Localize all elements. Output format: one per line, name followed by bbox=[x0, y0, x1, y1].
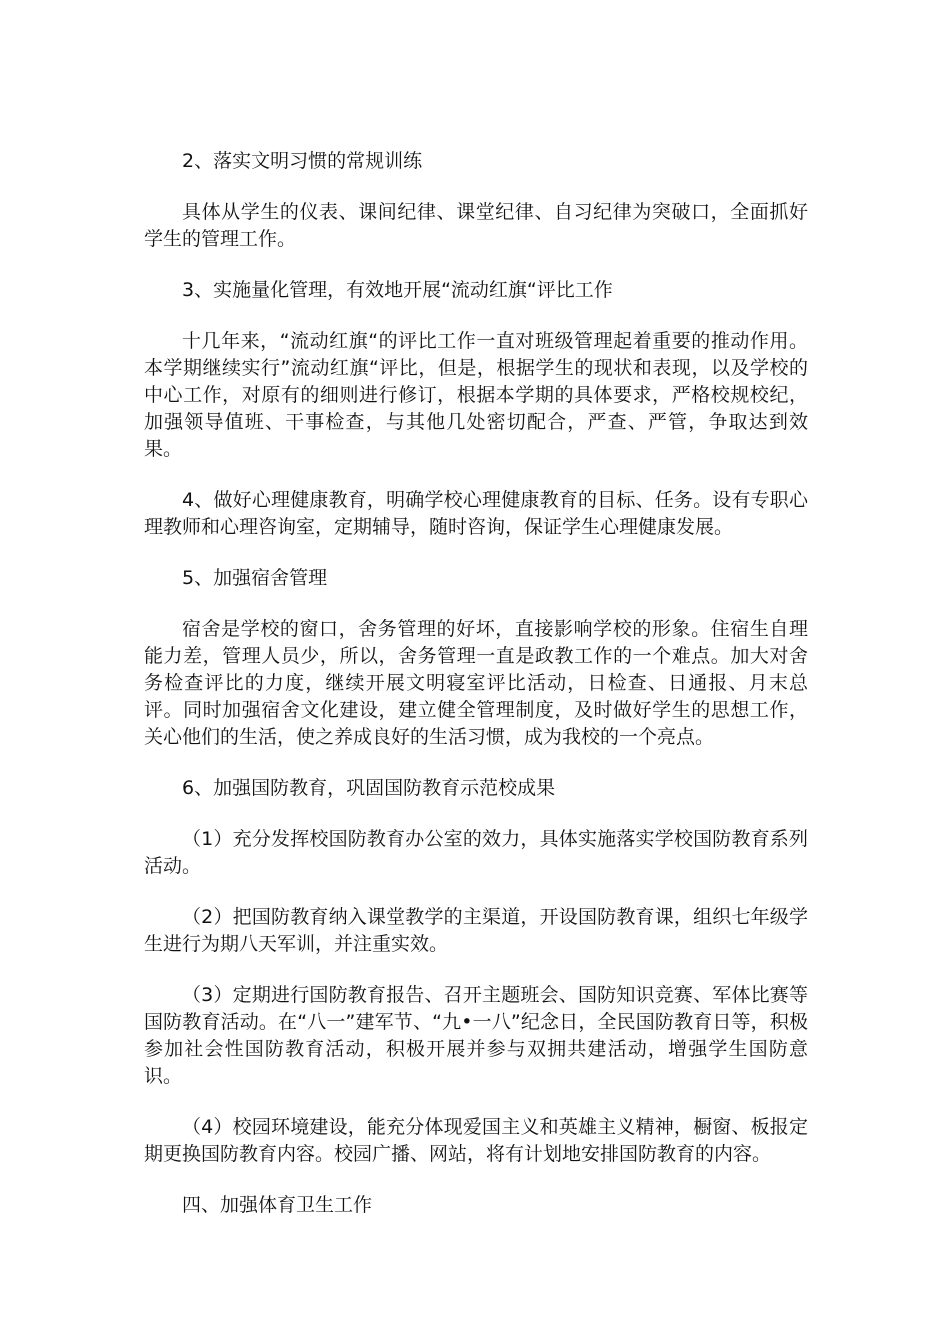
list-item-defense-1: （1）充分发挥校国防教育办公室的效力，具体实施落实学校国防教育系列活动。 bbox=[144, 828, 808, 877]
paragraph-dormitory-management: 宿舍是学校的窗口，舍务管理的好坏，直接影响学校的形象。住宿生自理能力差，管理人员少，所以，舍务管理一直是政教工作的一个难点。加大对舍务检查评比的力度，继续开展文明寝室评比活动，日检查、日通报、月末总评。同时加强宿舍文化建设，建立健全管理制度，及时做好学生的思想工作，关心他们的生活，使之养成良好的生活习惯，成为我校的一个亮点。 bbox=[144, 618, 808, 748]
document-body bbox=[144, 148, 808, 1243]
list-item-defense-4: （4）校园环境建设，能充分体现爱国主义和英雄主义精神，橱窗、板报定期更换国防教育内容。校园广播、网站，将有计划地安排国防教育的内容。 bbox=[144, 1116, 808, 1165]
list-item-defense-3: （3）定期进行国防教育报告、召开主题班会、国防知识竞赛、军体比赛等国防教育活动。在“八一”建军节、“九•一八”纪念日，全民国防教育日等，积极参加社会性国防教育活动，积极开展并参与双拥共建活动，增强学生国防意识。 bbox=[144, 984, 808, 1087]
paragraph-red-flag-evaluation: 十几年来，“流动红旗“的评比工作一直对班级管理起着重要的推动作用。本学期继续实行”流动红旗“评比，但是，根据学生的现状和表现，以及学校的中心工作，对原有的细则进行修订，根据本学期的具体要求，严格校规校纪，加强领导值班、干事检查，与其他几处密切配合，严查、严管，争取达到效果。 bbox=[144, 330, 808, 460]
section-heading-four: 四、加强体育卫生工作 bbox=[182, 1194, 373, 1216]
list-item-defense-2: （2）把国防教育纳入课堂教学的主渠道，开设国防教育课，组织七年级学生进行为期八天军训，并注重实效。 bbox=[144, 906, 808, 955]
section-heading-6: 6、加强国防教育，巩固国防教育示范校成果 bbox=[182, 777, 556, 799]
section-heading-5: 5、加强宿舍管理 bbox=[182, 567, 328, 589]
section-heading-2: 2、落实文明习惯的常规训练 bbox=[182, 150, 423, 172]
section-heading-3: 3、实施量化管理，有效地开展“流动红旗“评比工作 bbox=[182, 279, 613, 301]
paragraph-mental-health: 4、做好心理健康教育，明确学校心理健康教育的目标、任务。设有专职心理教师和心理咨询室，定期辅导，随时咨询，保证学生心理健康发展。 bbox=[144, 489, 808, 538]
paragraph-student-management: 具体从学生的仪表、课间纪律、课堂纪律、自习纪律为突破口，全面抓好学生的管理工作。 bbox=[144, 201, 808, 250]
